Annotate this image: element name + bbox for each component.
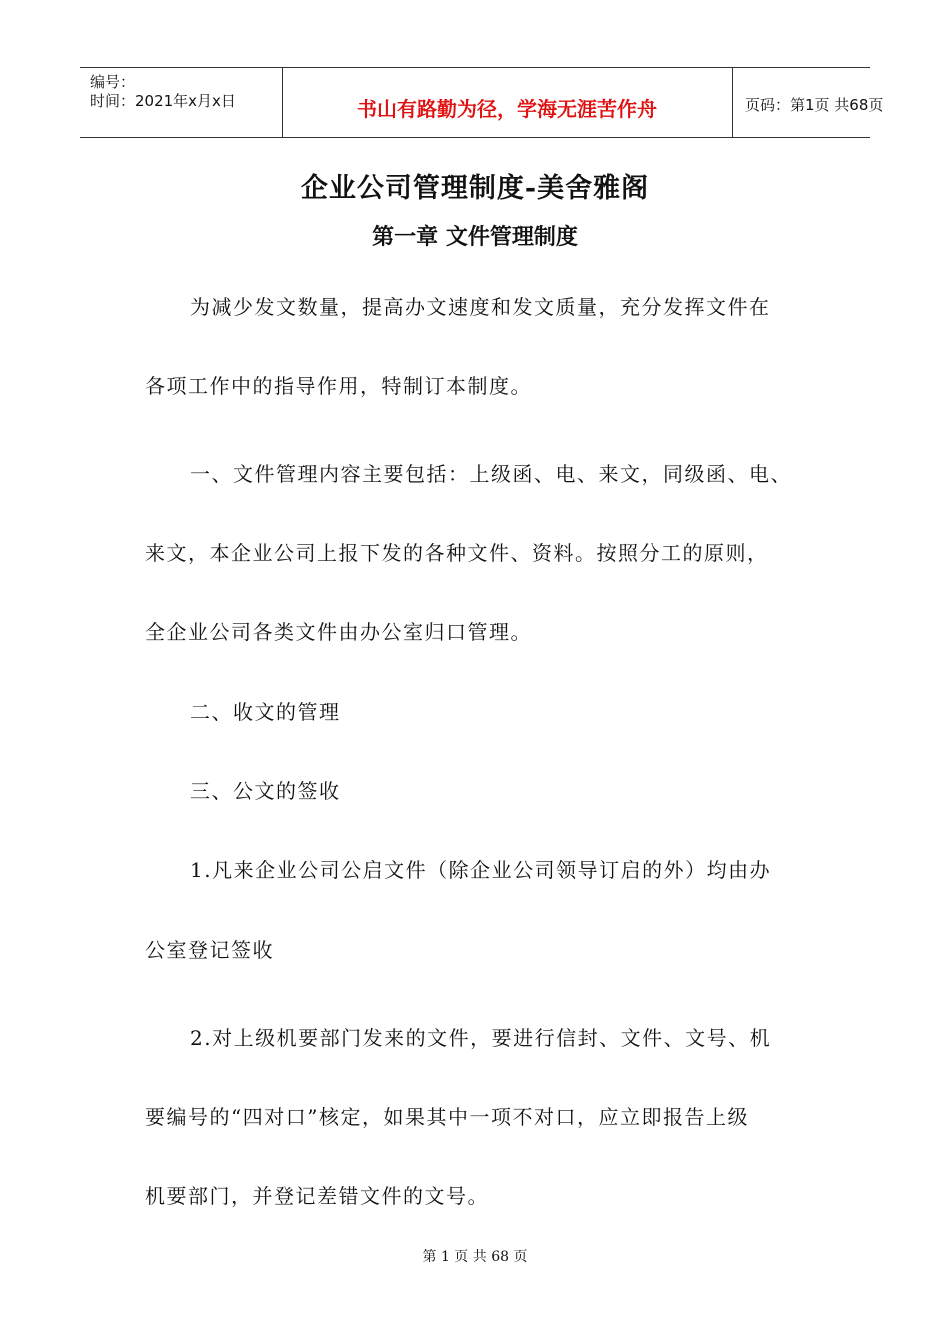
- paragraph-line: 一、文件管理内容主要包括：上级函、电、来文，同级函、电、: [190, 462, 792, 486]
- header-middle-cell: [282, 68, 733, 137]
- paragraph-line: 各项工作中的指导作用，特制订本制度。: [145, 374, 532, 398]
- paragraph-line: 来文，本企业公司上报下发的各种文件、资料。按照分工的原则，: [145, 541, 769, 565]
- paragraph-line: 三、公文的签收: [190, 779, 341, 803]
- chapter-title: 第一章 文件管理制度: [372, 224, 578, 250]
- paragraph-line: 二、收文的管理: [190, 700, 341, 724]
- page-footer: 第 1 页 共 68 页: [422, 1249, 528, 1265]
- paragraph-line: 公室登记签收: [145, 938, 274, 962]
- paragraph-line: 1.凡来企业公司公启文件（除企业公司领导订启的外）均由办: [190, 858, 772, 882]
- header-right-cell: [733, 68, 884, 137]
- number-label: 编号：: [90, 73, 136, 91]
- paragraph-line: 2.对上级机要部门发来的文件，要进行信封、文件、文号、机: [190, 1026, 772, 1050]
- paragraph-line: 要编号的“四对口”核定，如果其中一项不对口，应立即报告上级: [145, 1105, 749, 1129]
- paragraph-line: 机要部门，并登记差错文件的文号。: [145, 1184, 489, 1208]
- date-label: 时间：2021年x月x日: [90, 92, 236, 110]
- document-header: [80, 67, 884, 138]
- paragraph-line: 为减少发文数量，提高办文速度和发文质量，充分发挥文件在: [190, 295, 771, 319]
- document-title: 企业公司管理制度-美舍雅阁: [300, 173, 650, 204]
- page-code: 页码：第1页 共68页: [745, 96, 884, 114]
- paragraph-line: 全企业公司各类文件由办公室归口管理。: [145, 620, 532, 644]
- header-left-cell: [80, 68, 283, 137]
- motto-text: 书山有路勤为径，学海无涯苦作舟: [357, 97, 657, 121]
